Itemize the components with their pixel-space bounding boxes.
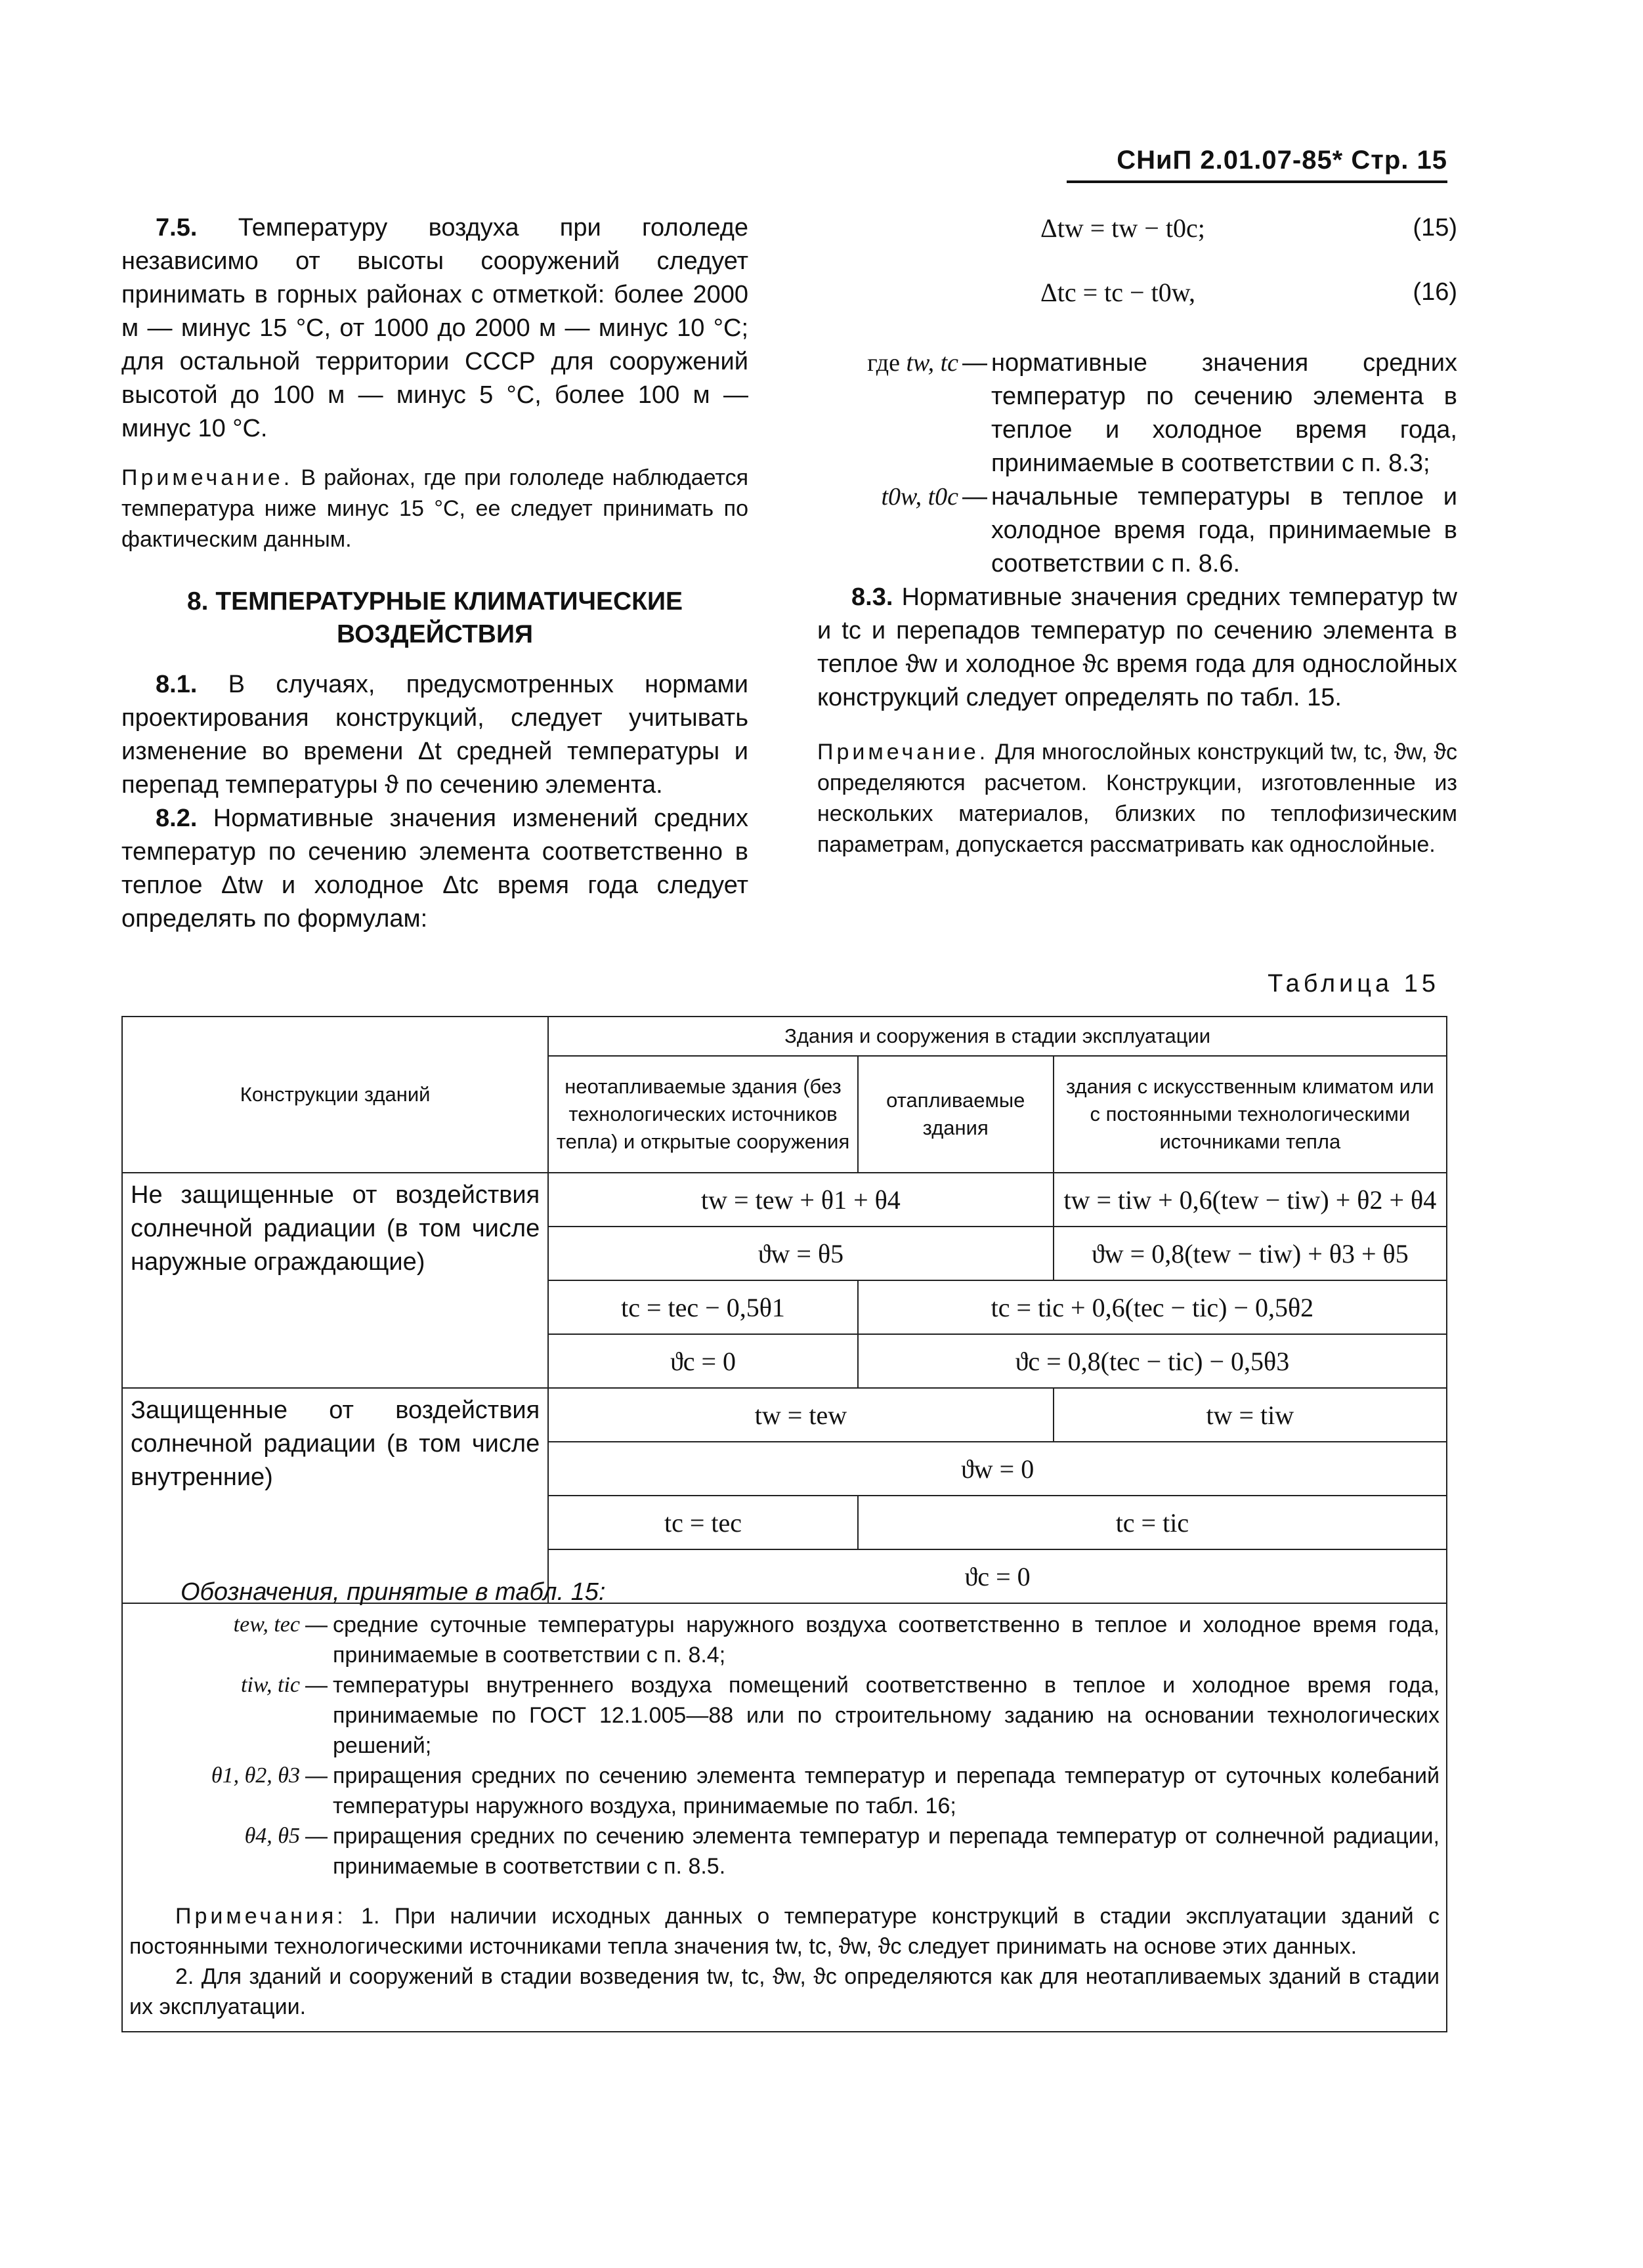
dash: —: [305, 1763, 328, 1788]
legend-text: температуры внутреннего воздуха помещений соответственно в теплое и холодное время года, принимаемые по ГОСТ 12.1.005—88 или по строительному заданию на основании технологических решений;: [333, 1673, 1440, 1758]
table-15: [121, 1016, 1447, 1604]
paragraph-8-2: [121, 802, 748, 936]
section-title-line-2: ВОЗДЕЙСТВИЯ: [336, 620, 534, 648]
right-column: [817, 211, 1457, 860]
formula-cell: tc = tic: [858, 1496, 1447, 1549]
header-heated: отапливаемые здания: [858, 1056, 1054, 1173]
note-text: 1. При наличии исходных данных о температуре конструкций в стадии эксплуатации зданий с постоянными технологическими источниками тепла значения tw, tc, ϑw, ϑc следует принимать на основе этих данных.: [129, 1904, 1440, 1959]
row-label-unprotected: Не защищенные от воздействия солнечной радиации (в том числе наружные ограждающие): [122, 1173, 548, 1388]
left-column: [121, 211, 748, 936]
symbol-text: tiw, tic: [240, 1673, 300, 1697]
table-header-row: [122, 1017, 1447, 1056]
formula-cell: tw = tew + θ1 + θ4: [548, 1173, 1053, 1227]
formula-definitions: [817, 346, 1457, 581]
legend-text: средние суточные температуры наружного воздуха соответственно в теплое и холодное время года, принимаемые в соответствии с п. 8.4;: [333, 1612, 1440, 1668]
notes-label: Примечания:: [175, 1904, 347, 1929]
paragraph-text: Температуру воздуха при гололеде независимо от высоты сооружений следует принимать в горных районах с отметкой: более 2000 м — минус 15 °С, от 1000 до 2000 м — минус 10 °С; для остальной территории СССР для сооружений высотой до 100 м — минус 5 °С, более 100 м — минус 10 °С.: [121, 214, 749, 442]
formula-cell: tc = tec − 0,5θ1: [548, 1280, 858, 1334]
formula-16: [817, 276, 1457, 340]
definition-item: [817, 346, 1457, 480]
symbol-text: θ1, θ2, θ3: [211, 1763, 300, 1788]
formula-cell: tw = tiw + 0,6(tew − tiw) + θ2 + θ4: [1054, 1173, 1447, 1227]
paragraph-number: 8.3.: [851, 583, 893, 611]
dash: —: [962, 349, 987, 377]
formula-cell: ϑw = 0: [548, 1442, 1447, 1496]
formula-number: (16): [1413, 278, 1457, 306]
legend-text: приращения средних по сечению элемента температур и перепада температур от суточных колебаний температуры наружного воздуха, принимаемые по табл. 16;: [333, 1763, 1440, 1818]
definition-item: [817, 480, 1457, 581]
legend-title: Обозначения, принятые в табл. 15:: [181, 1578, 606, 1606]
legend-item: [129, 1610, 1440, 1670]
note-label: Примечание.: [817, 740, 989, 765]
where-word: где: [867, 349, 900, 377]
formula-cell: ϑc = 0,8(tec − tic) − 0,5θ3: [858, 1334, 1447, 1388]
table-note-1: [129, 1901, 1440, 1962]
dash: —: [305, 1612, 328, 1637]
header-constructions: Конструкции зданий: [122, 1017, 548, 1173]
paragraph-text: Нормативные значения изменений средних температур по сечению элемента соответственно в теплое Δtw и холодное Δtc время года следует определять по формулам:: [121, 805, 748, 933]
paragraph-text: Нормативные значения средних температур tw и tc и перепадов температур по сечению элемента в теплое ϑw и холодное ϑc время года для однослойных конструкций следует определять по табл. 15.: [817, 583, 1457, 711]
dash: —: [305, 1673, 328, 1698]
symbol-text: tw, tc: [906, 349, 958, 377]
legend-item: [129, 1761, 1440, 1821]
definition-text: начальные температуры в теплое и холодное время года, принимаемые в соответствии с п. 8.6.: [991, 483, 1457, 578]
paragraph-number: 8.2.: [156, 805, 198, 832]
note-label: Примечание.: [121, 465, 293, 490]
note-text: В районах, где при гололеде наблюдается температура ниже минус 15 °С, ее следует принимать по фактическим данным.: [121, 465, 748, 552]
dash: —: [962, 483, 987, 511]
legend-text: приращения средних по сечению элемента температур и перепада температур от солнечной радиации, принимаемые в соответствии с п. 8.5.: [333, 1824, 1440, 1879]
table-legend: [121, 1572, 1447, 2032]
formula-cell: tw = tew: [548, 1388, 1053, 1442]
definition-text: нормативные значения средних температур по сечению элемента в теплое и холодное время года, принимаемые в соответствии с п. 8.3;: [991, 349, 1457, 477]
legend-item: [129, 1670, 1440, 1761]
formula-cell: ϑw = θ5: [548, 1227, 1053, 1280]
legend-symbol: [129, 1761, 300, 1821]
formula-number: (15): [1413, 214, 1457, 242]
page-header: СНиП 2.01.07-85* Стр. 15: [1067, 146, 1447, 183]
paragraph-number: 7.5.: [156, 214, 198, 242]
paragraph-number: 8.1.: [156, 671, 198, 698]
formula-expression: Δtw = tw − t0c;: [1040, 213, 1205, 243]
note-8-3: [817, 737, 1457, 860]
dash: —: [305, 1824, 328, 1849]
formula-cell: tc = tec: [548, 1496, 858, 1549]
formula-cell: ϑc = 0: [548, 1334, 858, 1388]
formula-cell: tw = tiw: [1054, 1388, 1447, 1442]
formula-15: [817, 211, 1457, 276]
legend-symbol: [129, 1610, 300, 1670]
legend-symbol: [129, 1670, 300, 1761]
paragraph-8-1: [121, 668, 748, 802]
legend-item: [129, 1821, 1440, 1881]
paragraph-text: В случаях, предусмотренных нормами проектирования конструкций, следует учитывать изменение во времени Δt средней температуры и перепад температуры ϑ по сечению элемента.: [121, 671, 748, 799]
symbol-text: θ4, θ5: [244, 1824, 300, 1848]
header-unheated: неотапливаемые здания (без технологических источников тепла) и открытые сооружения: [548, 1056, 858, 1173]
row-label-protected: Защищенные от воздействия солнечной радиации (в том числе внутренние): [122, 1388, 548, 1603]
formula-expression: Δtc = tc − t0w,: [1040, 278, 1195, 307]
table-caption: Таблица 15: [1268, 970, 1440, 998]
formula-cell: tc = tic + 0,6(tec − tic) − 0,5θ2: [858, 1280, 1447, 1334]
note-7-5: [121, 463, 748, 555]
section-title: [121, 585, 748, 651]
definition-symbol: [817, 480, 958, 581]
table-row: [122, 1388, 1447, 1442]
legend-symbol: [129, 1821, 300, 1881]
table-row: [122, 1173, 1447, 1227]
symbol-text: t0w, t0c: [881, 483, 958, 511]
section-title-line-1: 8. ТЕМПЕРАТУРНЫЕ КЛИМАТИЧЕСКИЕ: [186, 587, 683, 616]
formula-cell: ϑc = 0: [548, 1549, 1447, 1603]
table-note-2: 2. Для зданий и сооружений в стадии возведения tw, tc, ϑw, ϑc определяются как для неотапливаемых зданий в стадии их эксплуатации.: [129, 1964, 1440, 2019]
paragraph-7-5: [121, 211, 748, 446]
table-notes: [129, 1901, 1440, 2022]
note-text: Для многослойных конструкций tw, tc, ϑw, ϑc определяются расчетом. Конструкции, изготовленные из нескольких материалов, близких по теплофизическим параметрам, допускается рассматривать как однослойные.: [817, 740, 1457, 857]
formula-cell: ϑw = 0,8(tew − tiw) + θ3 + θ5: [1054, 1227, 1447, 1280]
header-group: Здания и сооружения в стадии эксплуатации: [548, 1017, 1447, 1056]
symbol-text: tew, tec: [233, 1612, 300, 1637]
header-artificial: здания с искусственным климатом или с постоянными технологическими источниками тепла: [1054, 1056, 1447, 1173]
paragraph-8-3: [817, 581, 1457, 715]
definition-symbol: [817, 346, 958, 480]
